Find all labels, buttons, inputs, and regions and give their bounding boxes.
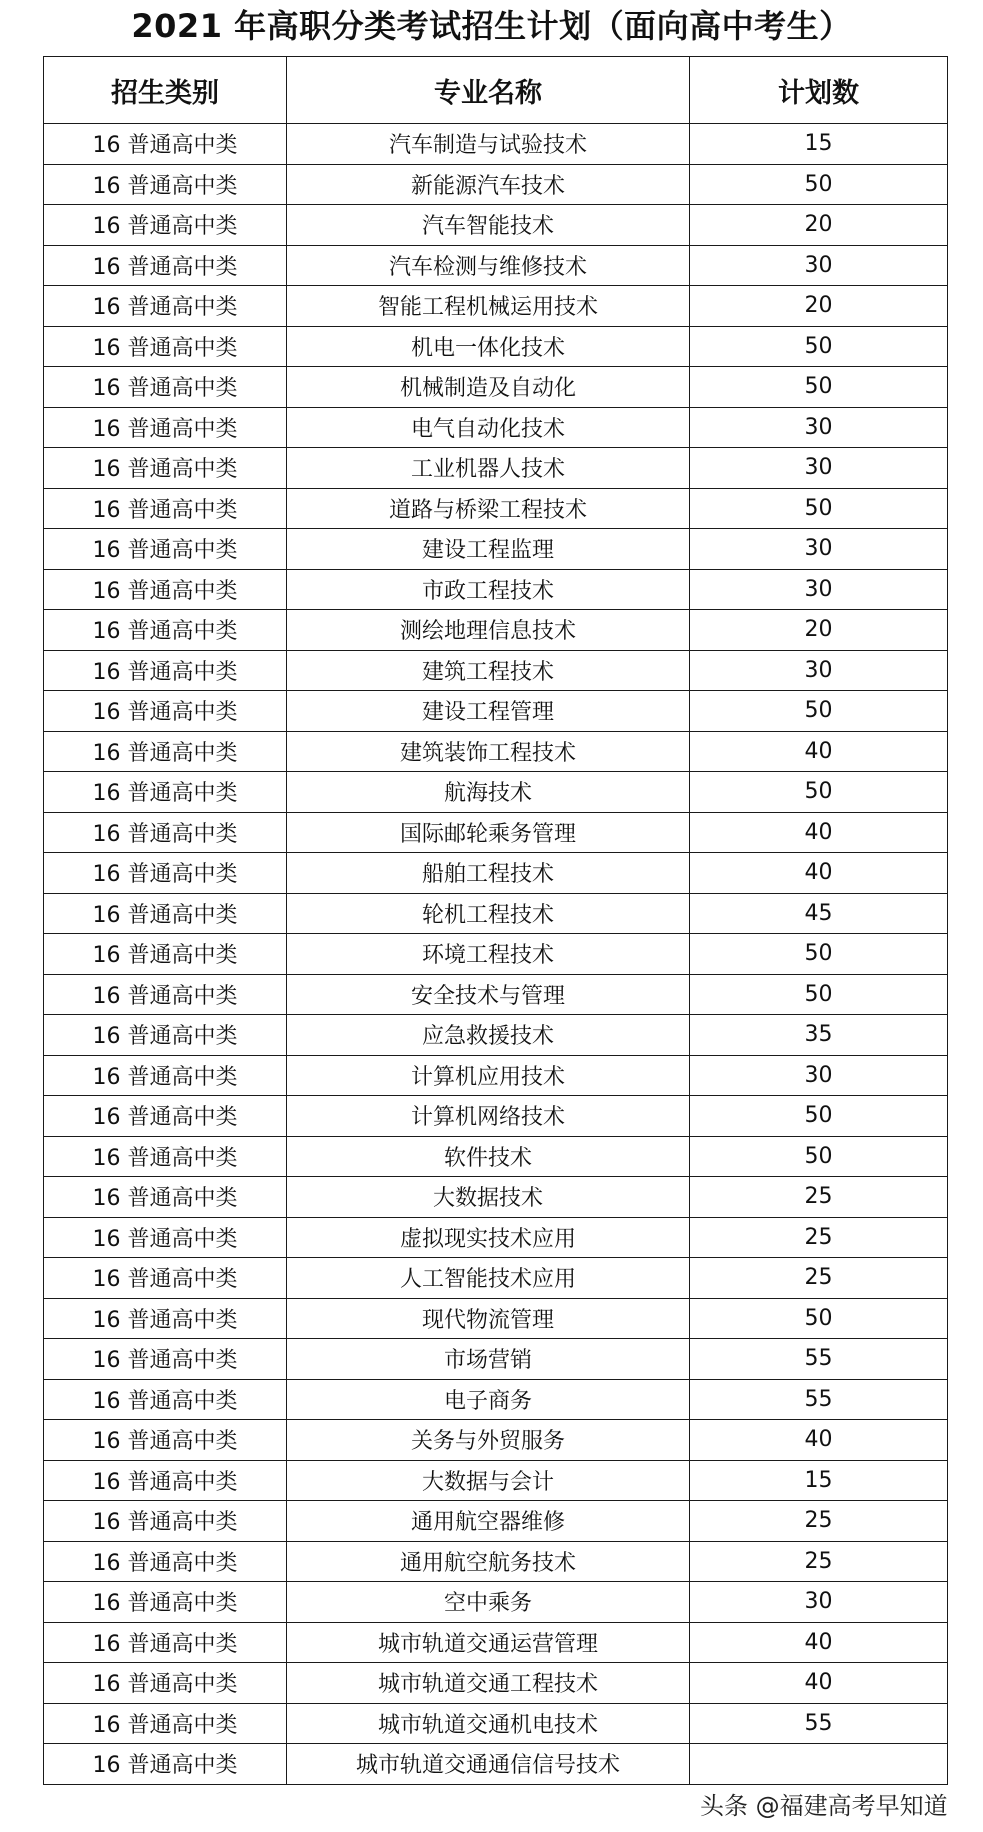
major-name-cell: 通用航空航务技术 bbox=[287, 1541, 690, 1582]
plan-count-cell: 55 bbox=[690, 1703, 948, 1744]
major-name-cell: 工业机器人技术 bbox=[287, 448, 690, 489]
category-cell: 16 普通高中类 bbox=[44, 1744, 287, 1785]
plan-count-cell: 50 bbox=[690, 1298, 948, 1339]
category-cell: 16 普通高中类 bbox=[44, 1096, 287, 1137]
table-header-row bbox=[44, 57, 948, 124]
category-cell: 16 普通高中类 bbox=[44, 934, 287, 975]
plan-count-cell: 40 bbox=[690, 853, 948, 894]
plan-count-cell: 25 bbox=[690, 1258, 948, 1299]
major-name-cell: 城市轨道交通工程技术 bbox=[287, 1663, 690, 1704]
major-name-cell: 人工智能技术应用 bbox=[287, 1258, 690, 1299]
plan-count-cell: 30 bbox=[690, 448, 948, 489]
major-name-cell: 软件技术 bbox=[287, 1136, 690, 1177]
major-name-cell: 新能源汽车技术 bbox=[287, 164, 690, 205]
major-name-cell: 航海技术 bbox=[287, 772, 690, 813]
category-cell: 16 普通高中类 bbox=[44, 164, 287, 205]
table-row bbox=[44, 245, 948, 286]
table-row bbox=[44, 1541, 948, 1582]
major-name-cell: 智能工程机械运用技术 bbox=[287, 286, 690, 327]
category-cell: 16 普通高中类 bbox=[44, 1136, 287, 1177]
major-name-cell: 机电一体化技术 bbox=[287, 326, 690, 367]
table-row bbox=[44, 1055, 948, 1096]
plan-count-cell bbox=[690, 1744, 948, 1785]
major-name-cell: 大数据与会计 bbox=[287, 1460, 690, 1501]
plan-count-cell: 30 bbox=[690, 245, 948, 286]
table-row bbox=[44, 529, 948, 570]
category-cell: 16 普通高中类 bbox=[44, 569, 287, 610]
major-name-cell: 计算机网络技术 bbox=[287, 1096, 690, 1137]
table-row bbox=[44, 1582, 948, 1623]
plan-count-cell: 15 bbox=[690, 1460, 948, 1501]
major-name-cell: 汽车制造与试验技术 bbox=[287, 124, 690, 165]
major-name-cell: 关务与外贸服务 bbox=[287, 1420, 690, 1461]
category-cell: 16 普通高中类 bbox=[44, 853, 287, 894]
category-cell: 16 普通高中类 bbox=[44, 1055, 287, 1096]
category-cell: 16 普通高中类 bbox=[44, 731, 287, 772]
plan-count-cell: 50 bbox=[690, 367, 948, 408]
plan-count-cell: 20 bbox=[690, 286, 948, 327]
table-row bbox=[44, 1460, 948, 1501]
header-major-name: 专业名称 bbox=[287, 57, 690, 124]
table-row bbox=[44, 1744, 948, 1785]
category-cell: 16 普通高中类 bbox=[44, 407, 287, 448]
table-row bbox=[44, 1258, 948, 1299]
category-cell: 16 普通高中类 bbox=[44, 1622, 287, 1663]
major-name-cell: 现代物流管理 bbox=[287, 1298, 690, 1339]
major-name-cell: 计算机应用技术 bbox=[287, 1055, 690, 1096]
plan-count-cell: 40 bbox=[690, 1663, 948, 1704]
table-row bbox=[44, 407, 948, 448]
major-name-cell: 市场营销 bbox=[287, 1339, 690, 1380]
table-row bbox=[44, 691, 948, 732]
category-cell: 16 普通高中类 bbox=[44, 1420, 287, 1461]
table-row bbox=[44, 1339, 948, 1380]
table-body bbox=[44, 124, 948, 1785]
category-cell: 16 普通高中类 bbox=[44, 124, 287, 165]
plan-count-cell: 25 bbox=[690, 1501, 948, 1542]
category-cell: 16 普通高中类 bbox=[44, 974, 287, 1015]
category-cell: 16 普通高中类 bbox=[44, 245, 287, 286]
table-row bbox=[44, 1622, 948, 1663]
table-row bbox=[44, 1177, 948, 1218]
major-name-cell: 船舶工程技术 bbox=[287, 853, 690, 894]
table-row bbox=[44, 610, 948, 651]
major-name-cell: 电气自动化技术 bbox=[287, 407, 690, 448]
enrollment-plan-table bbox=[43, 56, 948, 1785]
plan-count-cell: 50 bbox=[690, 326, 948, 367]
category-cell: 16 普通高中类 bbox=[44, 1582, 287, 1623]
plan-count-cell: 30 bbox=[690, 1055, 948, 1096]
plan-count-cell: 55 bbox=[690, 1379, 948, 1420]
category-cell: 16 普通高中类 bbox=[44, 1298, 287, 1339]
major-name-cell: 道路与桥梁工程技术 bbox=[287, 488, 690, 529]
major-name-cell: 虚拟现实技术应用 bbox=[287, 1217, 690, 1258]
major-name-cell: 建设工程监理 bbox=[287, 529, 690, 570]
major-name-cell: 应急救援技术 bbox=[287, 1015, 690, 1056]
plan-count-cell: 40 bbox=[690, 1420, 948, 1461]
major-name-cell: 大数据技术 bbox=[287, 1177, 690, 1218]
category-cell: 16 普通高中类 bbox=[44, 205, 287, 246]
category-cell: 16 普通高中类 bbox=[44, 1501, 287, 1542]
plan-count-cell: 50 bbox=[690, 1096, 948, 1137]
category-cell: 16 普通高中类 bbox=[44, 1663, 287, 1704]
plan-count-cell: 50 bbox=[690, 974, 948, 1015]
plan-count-cell: 40 bbox=[690, 1622, 948, 1663]
plan-count-cell: 50 bbox=[690, 934, 948, 975]
category-cell: 16 普通高中类 bbox=[44, 1258, 287, 1299]
plan-count-cell: 20 bbox=[690, 205, 948, 246]
category-cell: 16 普通高中类 bbox=[44, 1541, 287, 1582]
major-name-cell: 安全技术与管理 bbox=[287, 974, 690, 1015]
category-cell: 16 普通高中类 bbox=[44, 772, 287, 813]
table-row bbox=[44, 1136, 948, 1177]
category-cell: 16 普通高中类 bbox=[44, 1339, 287, 1380]
table-row bbox=[44, 1217, 948, 1258]
major-name-cell: 通用航空器维修 bbox=[287, 1501, 690, 1542]
category-cell: 16 普通高中类 bbox=[44, 650, 287, 691]
major-name-cell: 环境工程技术 bbox=[287, 934, 690, 975]
major-name-cell: 城市轨道交通机电技术 bbox=[287, 1703, 690, 1744]
major-name-cell: 建筑装饰工程技术 bbox=[287, 731, 690, 772]
header-plan-count: 计划数 bbox=[690, 57, 948, 124]
category-cell: 16 普通高中类 bbox=[44, 326, 287, 367]
table-row bbox=[44, 812, 948, 853]
category-cell: 16 普通高中类 bbox=[44, 610, 287, 651]
plan-count-cell: 40 bbox=[690, 731, 948, 772]
plan-count-cell: 30 bbox=[690, 569, 948, 610]
plan-count-cell: 50 bbox=[690, 772, 948, 813]
table-row bbox=[44, 164, 948, 205]
table-row bbox=[44, 1501, 948, 1542]
plan-count-cell: 15 bbox=[690, 124, 948, 165]
plan-count-cell: 50 bbox=[690, 691, 948, 732]
category-cell: 16 普通高中类 bbox=[44, 1379, 287, 1420]
major-name-cell: 建筑工程技术 bbox=[287, 650, 690, 691]
table-row bbox=[44, 448, 948, 489]
table-row bbox=[44, 772, 948, 813]
category-cell: 16 普通高中类 bbox=[44, 1177, 287, 1218]
major-name-cell: 国际邮轮乘务管理 bbox=[287, 812, 690, 853]
major-name-cell: 汽车智能技术 bbox=[287, 205, 690, 246]
major-name-cell: 建设工程管理 bbox=[287, 691, 690, 732]
category-cell: 16 普通高中类 bbox=[44, 367, 287, 408]
category-cell: 16 普通高中类 bbox=[44, 1460, 287, 1501]
table-row bbox=[44, 367, 948, 408]
major-name-cell: 轮机工程技术 bbox=[287, 893, 690, 934]
table-row bbox=[44, 326, 948, 367]
plan-count-cell: 50 bbox=[690, 488, 948, 529]
category-cell: 16 普通高中类 bbox=[44, 812, 287, 853]
plan-count-cell: 40 bbox=[690, 812, 948, 853]
category-cell: 16 普通高中类 bbox=[44, 691, 287, 732]
plan-count-cell: 25 bbox=[690, 1217, 948, 1258]
table-row bbox=[44, 893, 948, 934]
major-name-cell: 机械制造及自动化 bbox=[287, 367, 690, 408]
table-row bbox=[44, 286, 948, 327]
table-row bbox=[44, 1703, 948, 1744]
category-cell: 16 普通高中类 bbox=[44, 1703, 287, 1744]
major-name-cell: 城市轨道交通通信信号技术 bbox=[287, 1744, 690, 1785]
plan-count-cell: 30 bbox=[690, 650, 948, 691]
major-name-cell: 空中乘务 bbox=[287, 1582, 690, 1623]
major-name-cell: 城市轨道交通运营管理 bbox=[287, 1622, 690, 1663]
plan-count-cell: 30 bbox=[690, 529, 948, 570]
category-cell: 16 普通高中类 bbox=[44, 448, 287, 489]
plan-count-cell: 55 bbox=[690, 1339, 948, 1380]
table-row bbox=[44, 853, 948, 894]
category-cell: 16 普通高中类 bbox=[44, 529, 287, 570]
table-row bbox=[44, 934, 948, 975]
table-row bbox=[44, 1298, 948, 1339]
plan-count-cell: 25 bbox=[690, 1177, 948, 1218]
plan-count-cell: 30 bbox=[690, 407, 948, 448]
plan-count-cell: 50 bbox=[690, 164, 948, 205]
major-name-cell: 市政工程技术 bbox=[287, 569, 690, 610]
table-row bbox=[44, 1096, 948, 1137]
table-row bbox=[44, 1015, 948, 1056]
plan-count-cell: 45 bbox=[690, 893, 948, 934]
table-row bbox=[44, 124, 948, 165]
category-cell: 16 普通高中类 bbox=[44, 893, 287, 934]
plan-count-cell: 25 bbox=[690, 1541, 948, 1582]
plan-count-cell: 30 bbox=[690, 1582, 948, 1623]
watermark: 头条 @福建高考早知道 bbox=[700, 1792, 948, 1820]
table-row bbox=[44, 1379, 948, 1420]
table-row bbox=[44, 974, 948, 1015]
major-name-cell: 汽车检测与维修技术 bbox=[287, 245, 690, 286]
table-row bbox=[44, 205, 948, 246]
plan-count-cell: 50 bbox=[690, 1136, 948, 1177]
table-row bbox=[44, 731, 948, 772]
plan-count-cell: 20 bbox=[690, 610, 948, 651]
major-name-cell: 测绘地理信息技术 bbox=[287, 610, 690, 651]
table-row bbox=[44, 1663, 948, 1704]
category-cell: 16 普通高中类 bbox=[44, 1217, 287, 1258]
table-row bbox=[44, 488, 948, 529]
category-cell: 16 普通高中类 bbox=[44, 488, 287, 529]
category-cell: 16 普通高中类 bbox=[44, 1015, 287, 1056]
table-row bbox=[44, 1420, 948, 1461]
page-title: 2021 年高职分类考试招生计划（面向高中考生） bbox=[131, 7, 852, 45]
table-row bbox=[44, 650, 948, 691]
header-category: 招生类别 bbox=[44, 57, 287, 124]
table-row bbox=[44, 569, 948, 610]
category-cell: 16 普通高中类 bbox=[44, 286, 287, 327]
plan-count-cell: 35 bbox=[690, 1015, 948, 1056]
major-name-cell: 电子商务 bbox=[287, 1379, 690, 1420]
